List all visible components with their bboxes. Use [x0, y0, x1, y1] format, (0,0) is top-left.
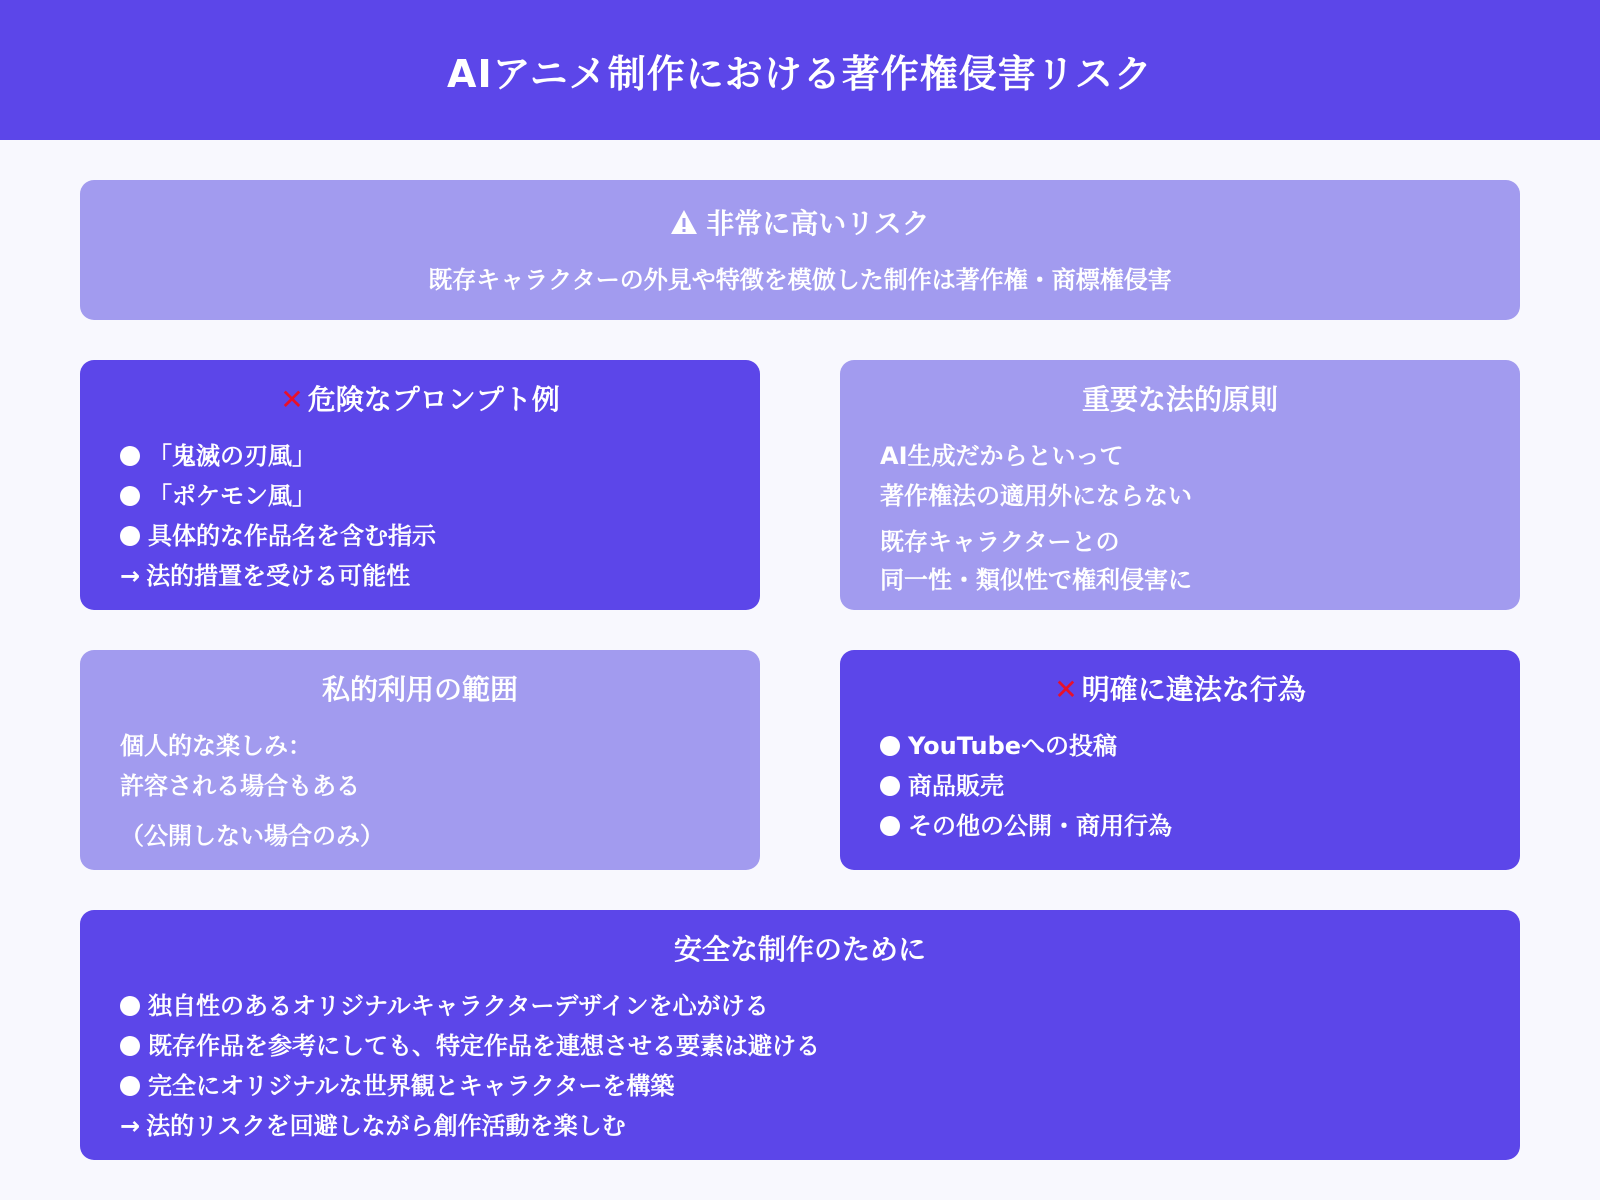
private-use-card — [80, 650, 760, 870]
illegal-acts-heading — [840, 668, 1520, 708]
list-item: 商品販売 — [880, 766, 1004, 801]
bullet-icon — [120, 996, 140, 1016]
list-item: 「鬼滅の刃風」 — [120, 436, 316, 471]
list-item: 完全にオリジナルな世界観とキャラクターを構築 — [120, 1066, 674, 1101]
bullet-icon — [120, 486, 140, 506]
safe-production-title: 安全な制作のために — [673, 933, 926, 966]
dangerous-prompts-title: 危険なプロンプト例 — [307, 383, 560, 416]
list-item: 独自性のあるオリジナルキャラクターデザインを心がける — [120, 986, 769, 1021]
private-use-line: 個人的な楽しみ： — [120, 732, 312, 760]
principle-line: AI生成だからといって — [880, 442, 1124, 470]
page-title: AIアニメ制作における著作権侵害リスク — [447, 51, 1153, 96]
list-item: 既存作品を参考にしても、特定作品を連想させる要素は避ける — [120, 1026, 820, 1061]
private-use-line: （公開しない場合のみ） — [120, 822, 384, 850]
bullet-icon — [120, 446, 140, 466]
high-risk-heading — [80, 202, 1520, 242]
dangerous-prompts-heading — [80, 378, 760, 418]
high-risk-card — [80, 180, 1520, 320]
cross-icon: ✕ — [1054, 673, 1078, 706]
list-item: YouTubeへの投稿 — [880, 726, 1117, 761]
principle-line: 同一性・類似性で権利侵害に — [880, 566, 1192, 594]
high-risk-title: 非常に高いリスク — [706, 207, 930, 240]
list-item: 「ポケモン風」 — [120, 476, 316, 511]
arrow-icon: → — [120, 562, 141, 590]
bullet-icon — [120, 1076, 140, 1096]
bullet-icon — [120, 526, 140, 546]
bullet-icon — [880, 776, 900, 796]
conclusion-line: → 法的リスクを回避しながら創作活動を楽しむ — [120, 1112, 626, 1140]
dangerous-prompts-card — [80, 360, 760, 610]
private-use-title: 私的利用の範囲 — [321, 673, 518, 706]
private-use-line: 許容される場合もある — [120, 772, 360, 800]
high-risk-text: 既存キャラクターの外見や特徴を模倣した制作は著作権・商標権侵害 — [428, 266, 1172, 294]
arrow-icon: → — [120, 1112, 141, 1140]
conclusion-line: → 法的措置を受ける可能性 — [120, 562, 411, 590]
bullet-icon — [880, 736, 900, 756]
cross-icon: ✕ — [280, 383, 304, 416]
bullet-icon — [880, 816, 900, 836]
principle-line: 既存キャラクターとの — [880, 528, 1120, 556]
principle-line: 著作権法の適用外にならない — [880, 482, 1192, 510]
safe-production-card — [80, 910, 1520, 1160]
list-item: 具体的な作品名を含む指示 — [120, 516, 436, 551]
bullet-icon — [120, 1036, 140, 1056]
list-item: その他の公開・商用行為 — [880, 806, 1172, 841]
warning-icon — [670, 209, 698, 242]
illegal-acts-card — [840, 650, 1520, 870]
legal-principles-card — [840, 360, 1520, 610]
header-bar — [0, 0, 1600, 140]
legal-principles-title: 重要な法的原則 — [1081, 383, 1278, 416]
illegal-acts-title: 明確に違法な行為 — [1081, 673, 1306, 706]
